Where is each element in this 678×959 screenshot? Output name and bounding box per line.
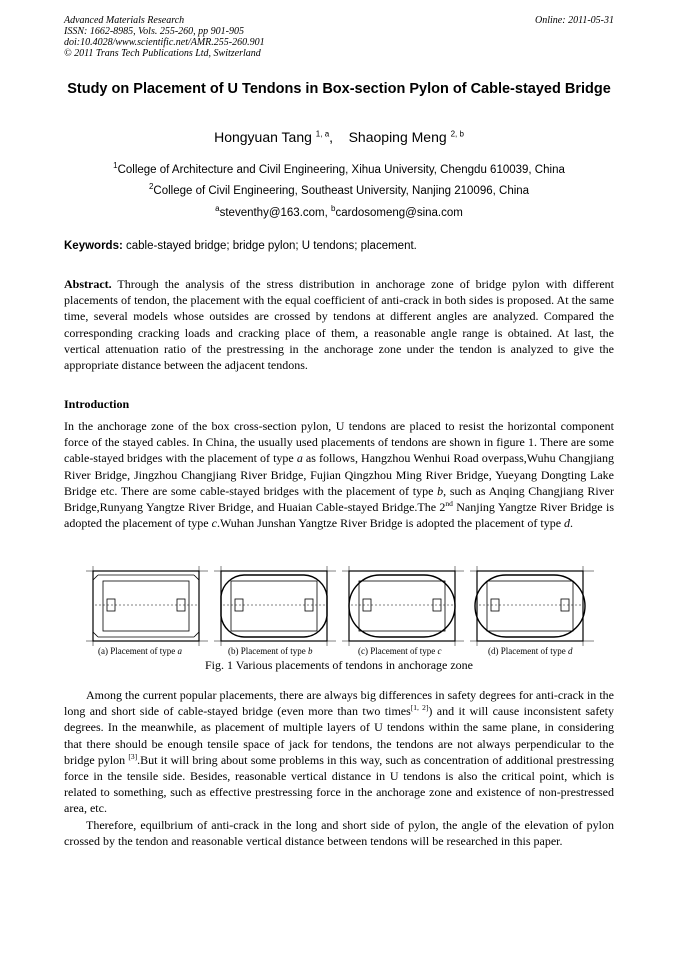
copyright-line: © 2011 Trans Tech Publications Ltd, Switzerland [64, 48, 261, 59]
subcaption-c: (c) Placement of type c [358, 646, 442, 656]
body-p2-text-2: ) and it will cause inconsistent safety degrees. In the meanwhile, as placement of multiple layers of U tendons within the same plane, in considering that there should be enough tensile space of jack for tendons, the tendons are not always perpendicular to the bridge pylon [64, 704, 615, 767]
intro-text-4: Nanjing Yangtze River Bridge is adopted the placement of type [64, 500, 614, 531]
keywords-label: Keywords: [64, 240, 123, 252]
affiliation-2-sup: 2 [148, 182, 154, 192]
diagram-type-a [86, 566, 208, 646]
subcaption-b: (b) Placement of type b [228, 646, 313, 656]
body-p2-text-3: .But it will bring about some problems in this way, such as concentration of additional prestressing force in the tensile side. Besides, reasonable vertical distance in U tendons is also the critical point, which is related to something, such as effective prestressing force in the anchorage zone and existence of non-prestressed area, etc. [64, 752, 614, 816]
author-separator: , [329, 129, 334, 145]
author-2-sup: 2, b [450, 129, 464, 139]
citation-1-2: [1, 2] [410, 703, 429, 713]
subcaption-d: (d) Placement of type d [488, 646, 573, 656]
intro-type-b: b [437, 483, 444, 498]
paper-title: Study on Placement of U Tendons in Box-section Pylon of Cable-stayed Bridge [67, 81, 611, 97]
figure-1-caption: Fig. 1 Various placements of tendons in anchorage zone [204, 658, 474, 672]
intro-nd-sup: nd [445, 499, 453, 509]
body-paragraph-3 [64, 817, 614, 849]
intro-text-end: . [570, 516, 574, 531]
diagram-type-c [342, 566, 464, 646]
doi-line: doi:10.4028/www.scientific.net/AMR.255-260.901 [64, 37, 265, 48]
email-b-sup: b [331, 204, 336, 214]
affiliation-2-text: College of Civil Engineering, Southeast University, Nanjing 210096, China [153, 185, 530, 197]
intro-text-3: , such as Anqing Changjiang River Bridge,Runyang Yangtze River Bridge, and Huaian Cable-stayed Bridge.The 2 [64, 483, 614, 515]
figure-1-drawing [86, 566, 596, 648]
affiliation-1-text: College of Architecture and Civil Engineering, Xihua University, Chengdu 610039, China [117, 164, 565, 176]
author-1-name: Hongyuan Tang [214, 129, 312, 145]
affiliation-2 [64, 182, 614, 197]
email-line [64, 204, 614, 219]
abstract-label: Abstract. [64, 277, 112, 291]
subcaption-a: (a) Placement of type a [98, 646, 182, 656]
journal-name: Advanced Materials Research [64, 15, 185, 26]
diagram-type-b [214, 566, 336, 646]
issn-line: ISSN: 1662-8985, Vols. 255-260, pp 901-905 [64, 26, 244, 37]
abstract-text: Through the analysis of the stress distribution in anchorage zone of bridge pylon with different placements of tendon, the placement with the equal coefficient of anti-crack in both sides is proposed. At the same time, several models whose outsides are crossed by tendons at different angles are analyzed. Compared the corresponding cracking loads and cracking place of them, a reasonable angle range is obtained. At last, the vertical attenuation ratio of the prestressing in the anchorage zone under the tendon is analyzed to give the appropriate distance between the adjacent tendons. [64, 277, 614, 373]
author-2-name: Shaoping Meng [348, 129, 447, 145]
intro-text-1: In the anchorage zone of the box cross-section pylon, U tendons are placed to resist the horizontal component force of the stayed cables. In China, the usually used placements of tendons are shown in figure 1. There are some cable-stayed bridges with the placement of type [64, 419, 614, 466]
body-p3-text: Therefore, equilbrium of anti-crack in the long and short side of pylon, the angle of the elevation of pylon crossed by the tendon and reasonable vertical distance between tendons will be researched in this paper. [64, 818, 614, 849]
keywords [64, 240, 614, 252]
intro-type-a: a [296, 451, 303, 466]
intro-type-d: d [564, 516, 571, 531]
keywords-text: cable-stayed bridge; bridge pylon; U tendons; placement. [122, 240, 417, 252]
online-date: Online: 2011-05-31 [535, 15, 614, 26]
body-paragraph-2 [64, 687, 614, 817]
intro-type-c: c [211, 516, 217, 531]
email-b: cardosomeng@sina.com [335, 207, 463, 219]
diagram-type-d [470, 566, 594, 646]
citation-3: [3] [128, 751, 138, 761]
intro-paragraph [64, 418, 614, 531]
author-1-sup: 1, a [315, 129, 330, 139]
email-a: steventhy@163.com, [219, 207, 332, 219]
email-a-sup: a [215, 204, 220, 214]
abstract [64, 276, 614, 373]
affiliation-1-sup: 1 [113, 161, 118, 171]
intro-text-2: as follows, Hangzhou Wenhui Road overpass,Wuhu Changjiang River Bridge, Jingzhou Changjiang River Bridge, Fujian Qingzhou Ming River Bridge, Yueyang Dongting Lake Bridge etc. There are some cable-stayed bridges with the placement of type [64, 451, 614, 498]
intro-text-5: .Wuhan Junshan Yangtze River Bridge is adopted the placement of type [216, 516, 565, 531]
journal-header [64, 15, 614, 59]
affiliation-1 [64, 161, 614, 176]
body-p2-text-1: Among the current popular placements, there are always big differences in safety degrees for anti-crack in the long and short side of cable-stayed bridge (even more than two times [64, 688, 614, 719]
section-heading-introduction: Introduction [64, 397, 130, 411]
figure-1 [86, 566, 596, 648]
author-line [64, 129, 614, 145]
